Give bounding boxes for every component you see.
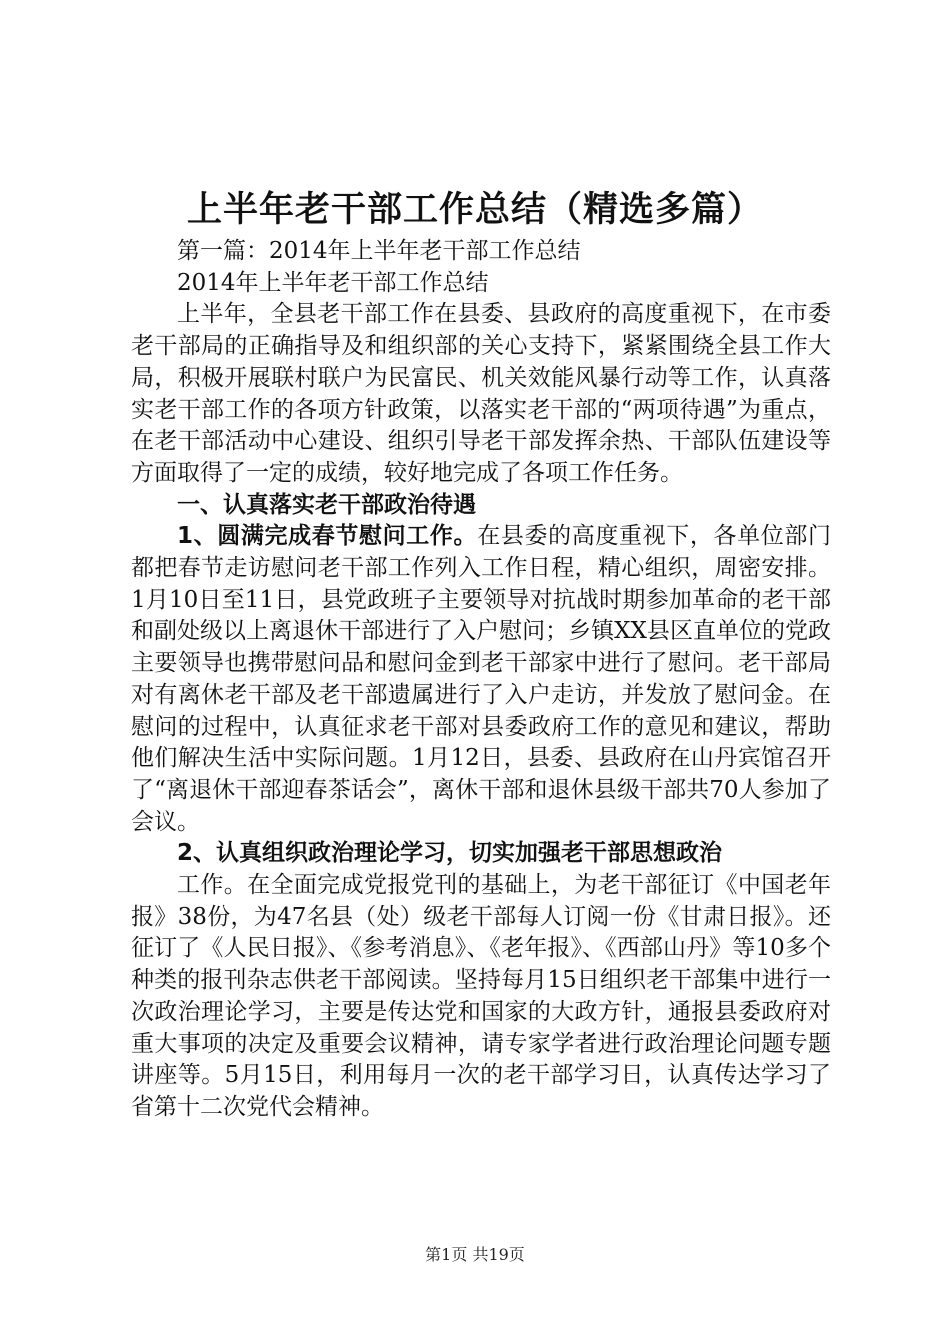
page-number: 第1页 共19页 [425, 1245, 525, 1264]
item-1-paragraph [131, 521, 831, 838]
item-2-paragraph: 工作。在全面完成党报党刊的基础上，为老干部征订《中国老年报》38份，为47名县（处）级老干部每人订阅一份《甘肃日报》。还征订了《人民日报》、《参考消息》、《老年报》、《西部山丹》等10多个种类的报刊杂志供老干部阅读。坚持每月15日组织老干部集中进行一次政治理论学习，主要是传达党和国家的大政方针，通报县委政府对重大事项的决定及重要会议精神，请专家学者进行政治理论问题专题讲座等。5月15日，利用每月一次的老干部学习日，认真传达学习了省第十二次党代会精神。 [131, 872, 831, 1120]
document-body [131, 236, 831, 1124]
item-1-lead: 1、圆满完成春节慰问工作。 [177, 523, 478, 550]
intro-paragraph: 上半年，全县老干部工作在县委、县政府的高度重视下，在市委老干部局的正确指导及和组织部的关心支持下，紧紧围绕全县工作大局，积极开展联村联户为民富民、机关效能风暴行动等工作，认真落实老干部工作的各项方针政策，以落实老干部的“两项待遇”为重点，在老干部活动中心建设、组织引导老干部发挥余热、干部队伍建设等方面取得了一定的成绩，较好地完成了各项工作任务。 [131, 301, 831, 486]
item-1-body: 在县委的高度重视下，各单位部门都把春节走访慰问老干部工作列入工作日程，精心组织，周密安排。1月10日至11日，县党政班子主要领导对抗战时期参加革命的老干部和副处级以上离退休干部进行了入户慰问；乡镇XX县区直单位的党政主要领导也携带慰问品和慰问金到老干部家中进行了慰问。老干部局对有离休老干部及老干部遗属进行了入户走访，并发放了慰问金。在慰问的过程中，认真征求老干部对县委政府工作的意见和建议，帮助他们解决生活中实际问题。1月12日，县委、县政府在山丹宾馆召开了“离退休干部迎春茶话会”，离休干部和退休县级干部共70人参加了会议。 [131, 523, 831, 835]
item-2-heading: 2、认真组织政治理论学习，切实加强老干部思想政治 [177, 840, 723, 867]
document-title: 上半年老干部工作总结（精选多篇） [186, 189, 763, 230]
subtitle-report: 2014年上半年老干部工作总结 [177, 269, 489, 296]
subtitle-chapter: 第一篇：2014年上半年老干部工作总结 [177, 238, 581, 264]
section-heading: 一、认真落实老干部政治待遇 [177, 491, 476, 518]
